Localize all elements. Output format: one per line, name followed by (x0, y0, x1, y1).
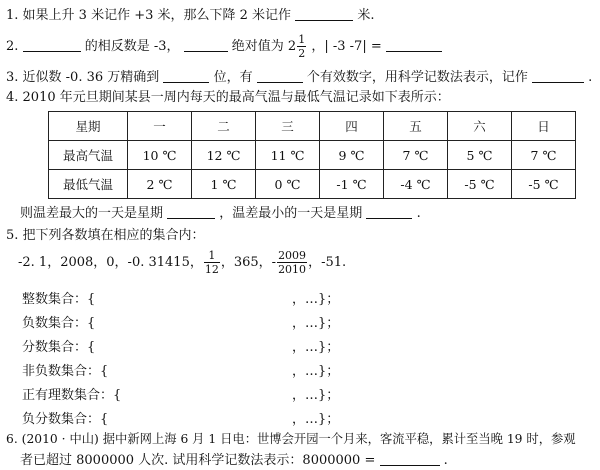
q3-blank-1[interactable] (163, 68, 209, 83)
set-label: 负数集合：{ (22, 316, 96, 331)
set-positive-rationals (22, 388, 352, 404)
table-header-cell: 五 (384, 112, 448, 141)
table-cell: -1 ℃ (320, 170, 384, 199)
q4-blank-1[interactable] (167, 204, 215, 219)
q6-line2-b: . (443, 453, 448, 468)
table-cell: 10 ℃ (128, 141, 192, 170)
q5-nums-a: -2. 1，2008，0，-0. 31415， (18, 255, 203, 270)
set-tail: ，…}； (292, 364, 340, 379)
q4-intro: 4. 2010 年元旦期间某县一周内每天的最高气温与最低气温记录如下表所示： (6, 90, 450, 105)
table-cell: -5 ℃ (512, 170, 576, 199)
table-cell: 1 ℃ (192, 170, 256, 199)
set-label: 负分数集合：{ (22, 412, 109, 427)
q2-blank-2[interactable] (184, 37, 228, 52)
table-cell: 7 ℃ (384, 141, 448, 170)
question-5-intro (6, 228, 592, 244)
set-label: 分数集合：{ (22, 340, 96, 355)
temperature-table (48, 111, 576, 199)
q6-answer-blank[interactable] (380, 451, 440, 466)
q1-text-b: 米. (357, 8, 375, 23)
q3-text-c: 个有效数字，用科学记数法表示，记作 (306, 70, 528, 85)
q5-frac1-num: 1 (204, 250, 220, 263)
set-tail: ，…}； (292, 292, 340, 307)
table-cell: 2 ℃ (128, 170, 192, 199)
q5-nums-c: ，-51. (308, 255, 347, 270)
table-cell: 7 ℃ (512, 141, 576, 170)
table-header-cell: 四 (320, 112, 384, 141)
q5-frac2-num: 2009 (278, 249, 307, 262)
set-non-negatives (22, 364, 352, 380)
question-1 (6, 6, 592, 24)
set-fractions (22, 340, 352, 356)
set-tail: ，…}； (292, 412, 340, 427)
table-cell: 9 ℃ (320, 141, 384, 170)
q2-text-b: 绝对值为 (231, 39, 284, 54)
table-cell: 12 ℃ (192, 141, 256, 170)
q4-blank-2[interactable] (366, 204, 412, 219)
q5-fraction-1 (204, 250, 220, 275)
set-negatives (22, 316, 352, 332)
q2-frac-num: 1 (298, 33, 306, 46)
q3-blank-3[interactable] (532, 68, 584, 83)
q2-frac-den: 2 (298, 47, 306, 60)
q1-text-a: 1. 如果上升 3 米记作 +3 米，那么下降 2 米记作 (6, 8, 292, 23)
q5-nums-b: ，365，- (220, 255, 277, 270)
table-cell: 5 ℃ (448, 141, 512, 170)
table-cell: -5 ℃ (448, 170, 512, 199)
table-header-cell: 二 (192, 112, 256, 141)
q1-answer-blank[interactable] (295, 6, 353, 21)
table-header-cell: 日 (512, 112, 576, 141)
q5-intro: 5. 把下列各数填在相应的集合内： (6, 228, 205, 243)
q2-blank-1[interactable] (23, 37, 81, 52)
q2-text-c: ，| -3 -7| = (311, 39, 382, 54)
q2-text-a: 的相反数是 -3， (84, 39, 180, 54)
q5-fraction-2 (277, 250, 307, 275)
question-6-line-2 (20, 451, 592, 469)
question-2 (6, 34, 592, 59)
table-cell: 0 ℃ (256, 170, 320, 199)
q4-follow-b: ，温差最小的一天是星期 (219, 206, 363, 221)
q3-text-d: . (588, 70, 593, 85)
set-label: 非负数集合：{ (22, 364, 109, 379)
table-header-cell: 六 (448, 112, 512, 141)
set-tail: ，…}； (292, 316, 340, 331)
set-negative-fractions (22, 412, 352, 428)
q2-whole: 2 (287, 39, 297, 54)
table-cell: 11 ℃ (256, 141, 320, 170)
q3-text-b: 位，有 (213, 70, 253, 85)
question-6-line-1 (6, 432, 592, 447)
question-4-intro (6, 90, 592, 106)
question-4-follow (20, 204, 592, 222)
table-header-cell: 星期 (49, 112, 128, 141)
set-label: 正有理数集合：{ (22, 388, 122, 403)
set-integers (22, 292, 352, 308)
table-cell: 最低气温 (49, 170, 128, 199)
q4-follow-a: 则温差最大的一天是星期 (20, 206, 164, 221)
q6-line2-a: 者已超过 8000000 人次. 试用科学记数法表示：8000000 = (20, 453, 376, 468)
q6-line1: 6. (2010 · 中山) 据中新网上海 6 月 1 日电：世博会开园一个月来，客流平稳，累计至当晚 19 时，参观 (6, 432, 576, 446)
q5-number-list (18, 250, 592, 275)
table-header-cell: 一 (128, 112, 192, 141)
set-tail: ，…}； (292, 388, 340, 403)
q2-prefix: 2. (6, 39, 19, 54)
q5-frac2-den: 2010 (278, 263, 307, 276)
question-3 (6, 68, 592, 86)
table-row-low (49, 170, 576, 199)
table-header-cell: 三 (256, 112, 320, 141)
q2-blank-3[interactable] (386, 37, 442, 52)
table-row-high (49, 141, 576, 170)
set-tail: ，…}； (292, 340, 340, 355)
q3-text-a: 3. 近似数 -0. 36 万精确到 (6, 70, 160, 85)
q2-fraction (297, 34, 306, 59)
table-header-row (49, 112, 576, 141)
q5-frac1-den: 12 (204, 263, 219, 276)
table-cell: 最高气温 (49, 141, 128, 170)
set-label: 整数集合：{ (22, 292, 96, 307)
q4-follow-c: . (416, 206, 421, 221)
q3-blank-2[interactable] (257, 68, 303, 83)
table-cell: -4 ℃ (384, 170, 448, 199)
